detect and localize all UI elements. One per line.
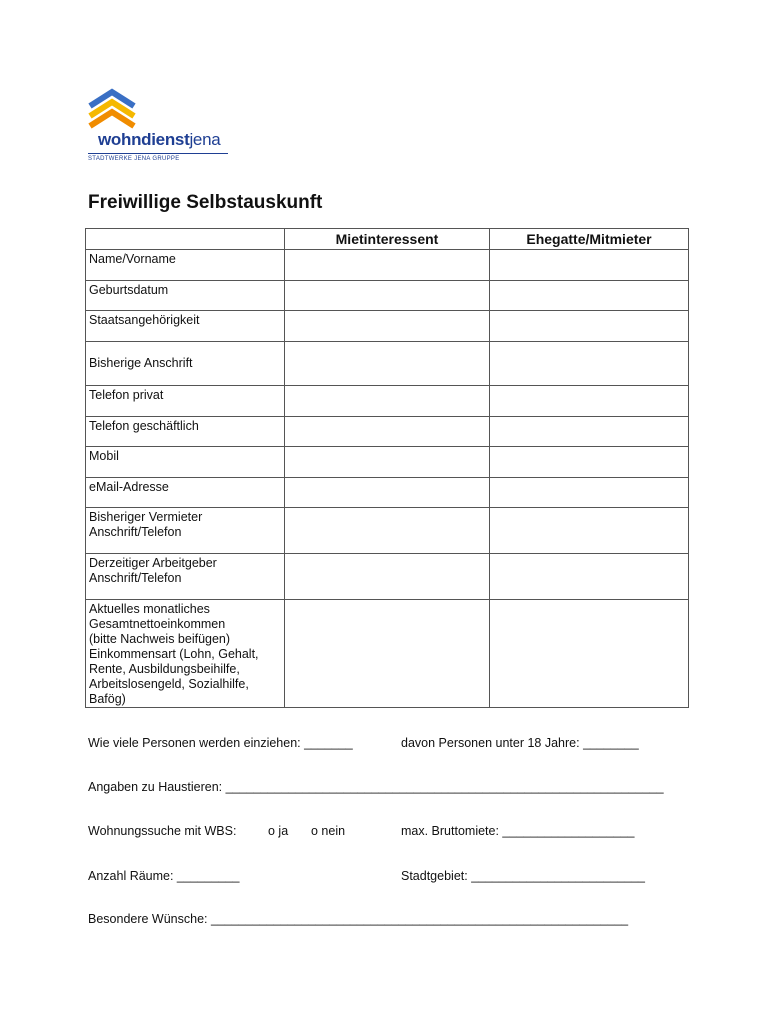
spouse-input-cell[interactable] — [490, 250, 689, 281]
row-label — [86, 600, 285, 708]
spouse-input-cell[interactable] — [490, 417, 689, 447]
row-label-line: Bafög) — [89, 692, 126, 706]
table-row — [86, 281, 689, 311]
table-row — [86, 554, 689, 600]
wbs-no-option[interactable]: o nein — [311, 824, 346, 838]
spouse-input-cell[interactable] — [490, 342, 689, 386]
row-label — [86, 417, 285, 447]
row-label — [86, 478, 285, 508]
wishes-field[interactable]: Besondere Wünsche: ____________________________________________________________ — [88, 912, 629, 926]
applicant-input-cell[interactable] — [285, 342, 490, 386]
table-row — [86, 600, 689, 708]
row-label — [86, 386, 285, 417]
row-label-line: Telefon geschäftlich — [89, 419, 199, 433]
spouse-input-cell[interactable] — [490, 447, 689, 478]
under18-field[interactable]: davon Personen unter 18 Jahre: ________ — [401, 736, 639, 750]
header-empty-cell — [86, 229, 285, 250]
spouse-input-cell[interactable] — [490, 600, 689, 708]
row-label-line: Arbeitslosengeld, Sozialhilfe, — [89, 677, 249, 691]
applicant-input-cell[interactable] — [285, 281, 490, 311]
spouse-input-cell[interactable] — [490, 478, 689, 508]
table-row — [86, 311, 689, 342]
table-row — [86, 447, 689, 478]
header-spouse: Ehegatte/Mitmieter — [490, 229, 689, 250]
logo-wordmark: wohndienstjena — [98, 130, 221, 149]
applicant-input-cell[interactable] — [285, 508, 490, 554]
logo-subline: STADTWERKE JENA GRUPPE — [88, 156, 180, 162]
spouse-input-cell[interactable] — [490, 281, 689, 311]
row-label — [86, 281, 285, 311]
row-label-line: (bitte Nachweis beifügen) — [89, 632, 231, 646]
row-label-line: Anschrift/Telefon — [89, 571, 182, 585]
wbs-yes-option[interactable]: o ja — [268, 824, 289, 838]
spouse-input-cell[interactable] — [490, 508, 689, 554]
row-label-line: Derzeitiger Arbeitgeber — [89, 556, 217, 570]
row-label-line: Telefon privat — [89, 388, 164, 402]
page-title: Freiwillige Selbstauskunft — [88, 192, 323, 213]
spouse-input-cell[interactable] — [490, 554, 689, 600]
applicant-input-cell[interactable] — [285, 447, 490, 478]
row-label — [86, 554, 285, 600]
row-label-line: Geburtsdatum — [89, 283, 169, 297]
applicant-input-cell[interactable] — [285, 250, 490, 281]
applicant-table — [85, 228, 689, 708]
row-label-line: eMail-Adresse — [89, 480, 169, 494]
applicant-input-cell[interactable] — [285, 600, 490, 708]
spouse-input-cell[interactable] — [490, 311, 689, 342]
table-header-row — [86, 229, 689, 250]
applicant-input-cell[interactable] — [285, 554, 490, 600]
row-label — [86, 508, 285, 554]
row-label — [86, 447, 285, 478]
rooms-field[interactable]: Anzahl Räume: _________ — [88, 869, 240, 883]
table-row — [86, 342, 689, 386]
persons-field[interactable]: Wie viele Personen werden einziehen: _______ — [88, 736, 353, 750]
row-label-line: Mobil — [89, 449, 119, 463]
row-label — [86, 342, 285, 386]
pets-field[interactable]: Angaben zu Haustieren: _______________________________________________________________ — [88, 780, 664, 794]
max-rent-field[interactable]: max. Bruttomiete: ___________________ — [401, 824, 635, 838]
row-label-line: Bisheriger Vermieter — [89, 510, 203, 524]
district-field[interactable]: Stadtgebiet: _________________________ — [401, 869, 645, 883]
table-row — [86, 508, 689, 554]
row-label-line: Aktuelles monatliches — [89, 602, 210, 616]
row-label-line: Einkommensart (Lohn, Gehalt, — [89, 647, 259, 661]
applicant-input-cell[interactable] — [285, 478, 490, 508]
row-label-line: Rente, Ausbildungsbeihilfe, — [89, 662, 240, 676]
table-row — [86, 386, 689, 417]
spouse-input-cell[interactable] — [490, 386, 689, 417]
row-label-line: Anschrift/Telefon — [89, 525, 182, 539]
wbs-label: Wohnungssuche mit WBS: — [88, 824, 237, 838]
row-label — [86, 311, 285, 342]
row-label-line: Staatsangehörigkeit — [89, 313, 200, 327]
row-label-line: Name/Vorname — [89, 252, 176, 266]
applicant-input-cell[interactable] — [285, 417, 490, 447]
row-label — [86, 250, 285, 281]
header-applicant: Mietinteressent — [285, 229, 490, 250]
row-label-line: Gesamtnettoeinkommen — [89, 617, 226, 631]
table-row — [86, 250, 689, 281]
company-logo — [86, 88, 246, 168]
applicant-input-cell[interactable] — [285, 311, 490, 342]
logo-divider — [88, 153, 228, 154]
row-label-line: Bisherige Anschrift — [89, 356, 193, 370]
table-row — [86, 478, 689, 508]
table-row — [86, 417, 689, 447]
applicant-input-cell[interactable] — [285, 386, 490, 417]
